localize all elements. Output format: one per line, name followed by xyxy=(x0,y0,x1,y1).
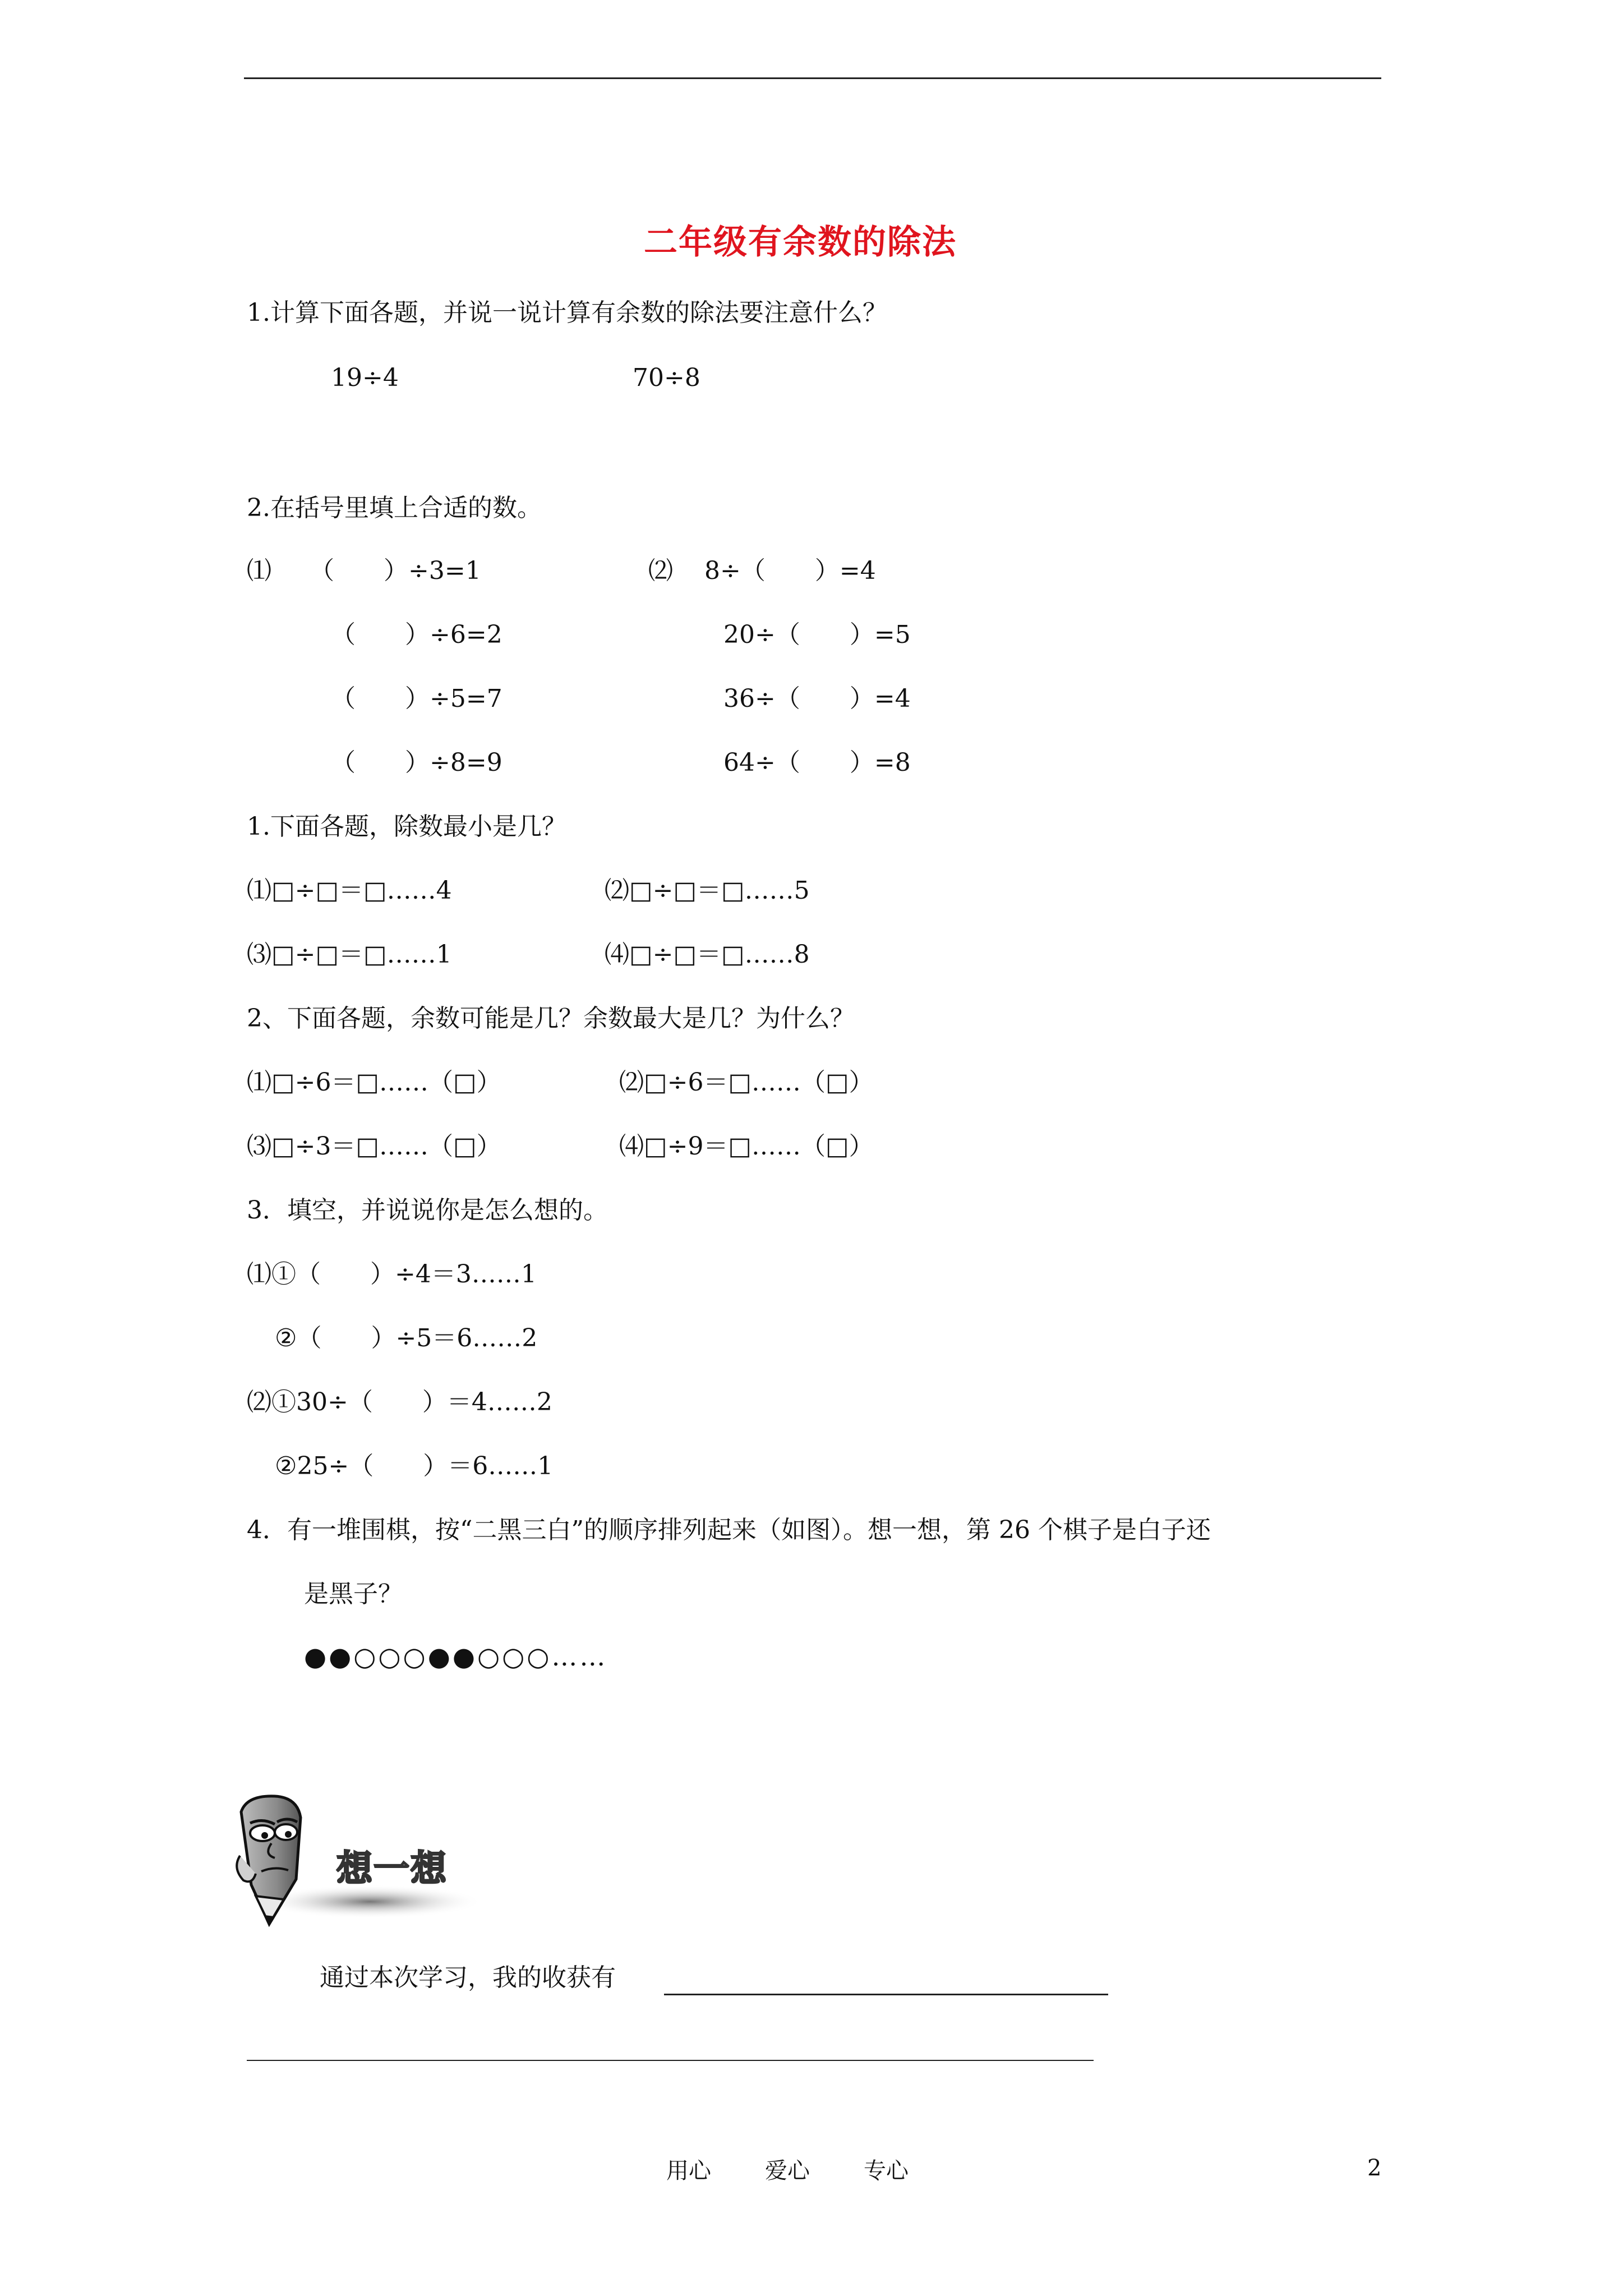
q5-item: ⑵①30÷（ ）＝4……2 xyxy=(247,1388,552,1416)
q5-item: ②25÷（ ）＝6……1 xyxy=(275,1452,554,1480)
q2-right-item: 20÷（ ）=5 xyxy=(723,620,911,649)
footer-motto-3: 专心 xyxy=(864,2158,909,2184)
q3-item: ⑷□÷□＝□……8 xyxy=(605,940,810,969)
reflection-answer-line[interactable] xyxy=(664,1994,1108,1995)
q2-right-item: 36÷（ ）=4 xyxy=(723,684,911,713)
q1-heading: 1.计算下面各题，并说一说计算有余数的除法要注意什么？ xyxy=(247,298,887,327)
q2-left-item: （ ）÷5=7 xyxy=(331,684,502,713)
q4-item: ⑴□÷6＝□……（□） xyxy=(247,1068,501,1097)
reflection-answer-line-2[interactable] xyxy=(247,2060,1094,2061)
thinking-pencil-illustration xyxy=(230,1789,488,1941)
q1-item: 70÷8 xyxy=(633,364,700,392)
q6-line1: 4．有一堆围棋，按“二黑三白”的顺序排列起来（如图）。想一想，第 26 个棋子是白子还 xyxy=(247,1516,1211,1544)
q4-item: ⑵□÷6＝□……（□） xyxy=(619,1068,874,1097)
q5-item: ②（ ）÷5＝6……2 xyxy=(275,1324,538,1352)
q2-left-item: （ ）÷6=2 xyxy=(331,620,502,649)
q5-item: ⑴①（ ）÷4＝3……1 xyxy=(247,1260,537,1289)
q2-right-item: 8÷（ ）=4 xyxy=(704,556,876,585)
page-title: 二年级有余数的除法 xyxy=(644,223,957,262)
q3-heading: 1.下面各题，除数最小是几？ xyxy=(247,812,566,841)
stone-pattern: ●●○○○●●○○○…… xyxy=(304,1641,608,1672)
header-rule xyxy=(244,77,1381,79)
q5-heading: 3．填空，并说说你是怎么想的。 xyxy=(247,1196,608,1225)
q2-left-item: （ ）÷3=1 xyxy=(310,556,481,585)
q4-item: ⑶□÷3＝□……（□） xyxy=(247,1132,501,1161)
q2-right-item: 64÷（ ）=8 xyxy=(723,748,911,777)
q3-item: ⑵□÷□＝□……5 xyxy=(605,876,810,905)
q3-item: ⑴□÷□＝□……4 xyxy=(247,876,452,905)
q4-item: ⑷□÷9＝□……（□） xyxy=(619,1132,874,1161)
think-banner-text: 想一想 xyxy=(336,1848,448,1890)
q1-item: 19÷4 xyxy=(331,364,399,392)
footer-motto-2: 爱心 xyxy=(765,2158,810,2184)
q2-right-label: ⑵ xyxy=(648,556,673,585)
page-number: 2 xyxy=(1367,2155,1382,2181)
q6-line2: 是黑子？ xyxy=(304,1580,403,1608)
footer-motto-1: 用心 xyxy=(666,2158,711,2184)
q4-heading: 2、下面各题，余数可能是几？余数最大是几？为什么？ xyxy=(247,1004,855,1033)
q2-left-label: ⑴ xyxy=(247,556,271,585)
q3-item: ⑶□÷□＝□……1 xyxy=(247,940,452,969)
reflection-prompt: 通过本次学习，我的收获有 xyxy=(320,1963,616,1992)
q2-heading: 2.在括号里填上合适的数。 xyxy=(247,494,542,522)
q2-left-item: （ ）÷8=9 xyxy=(331,748,502,777)
